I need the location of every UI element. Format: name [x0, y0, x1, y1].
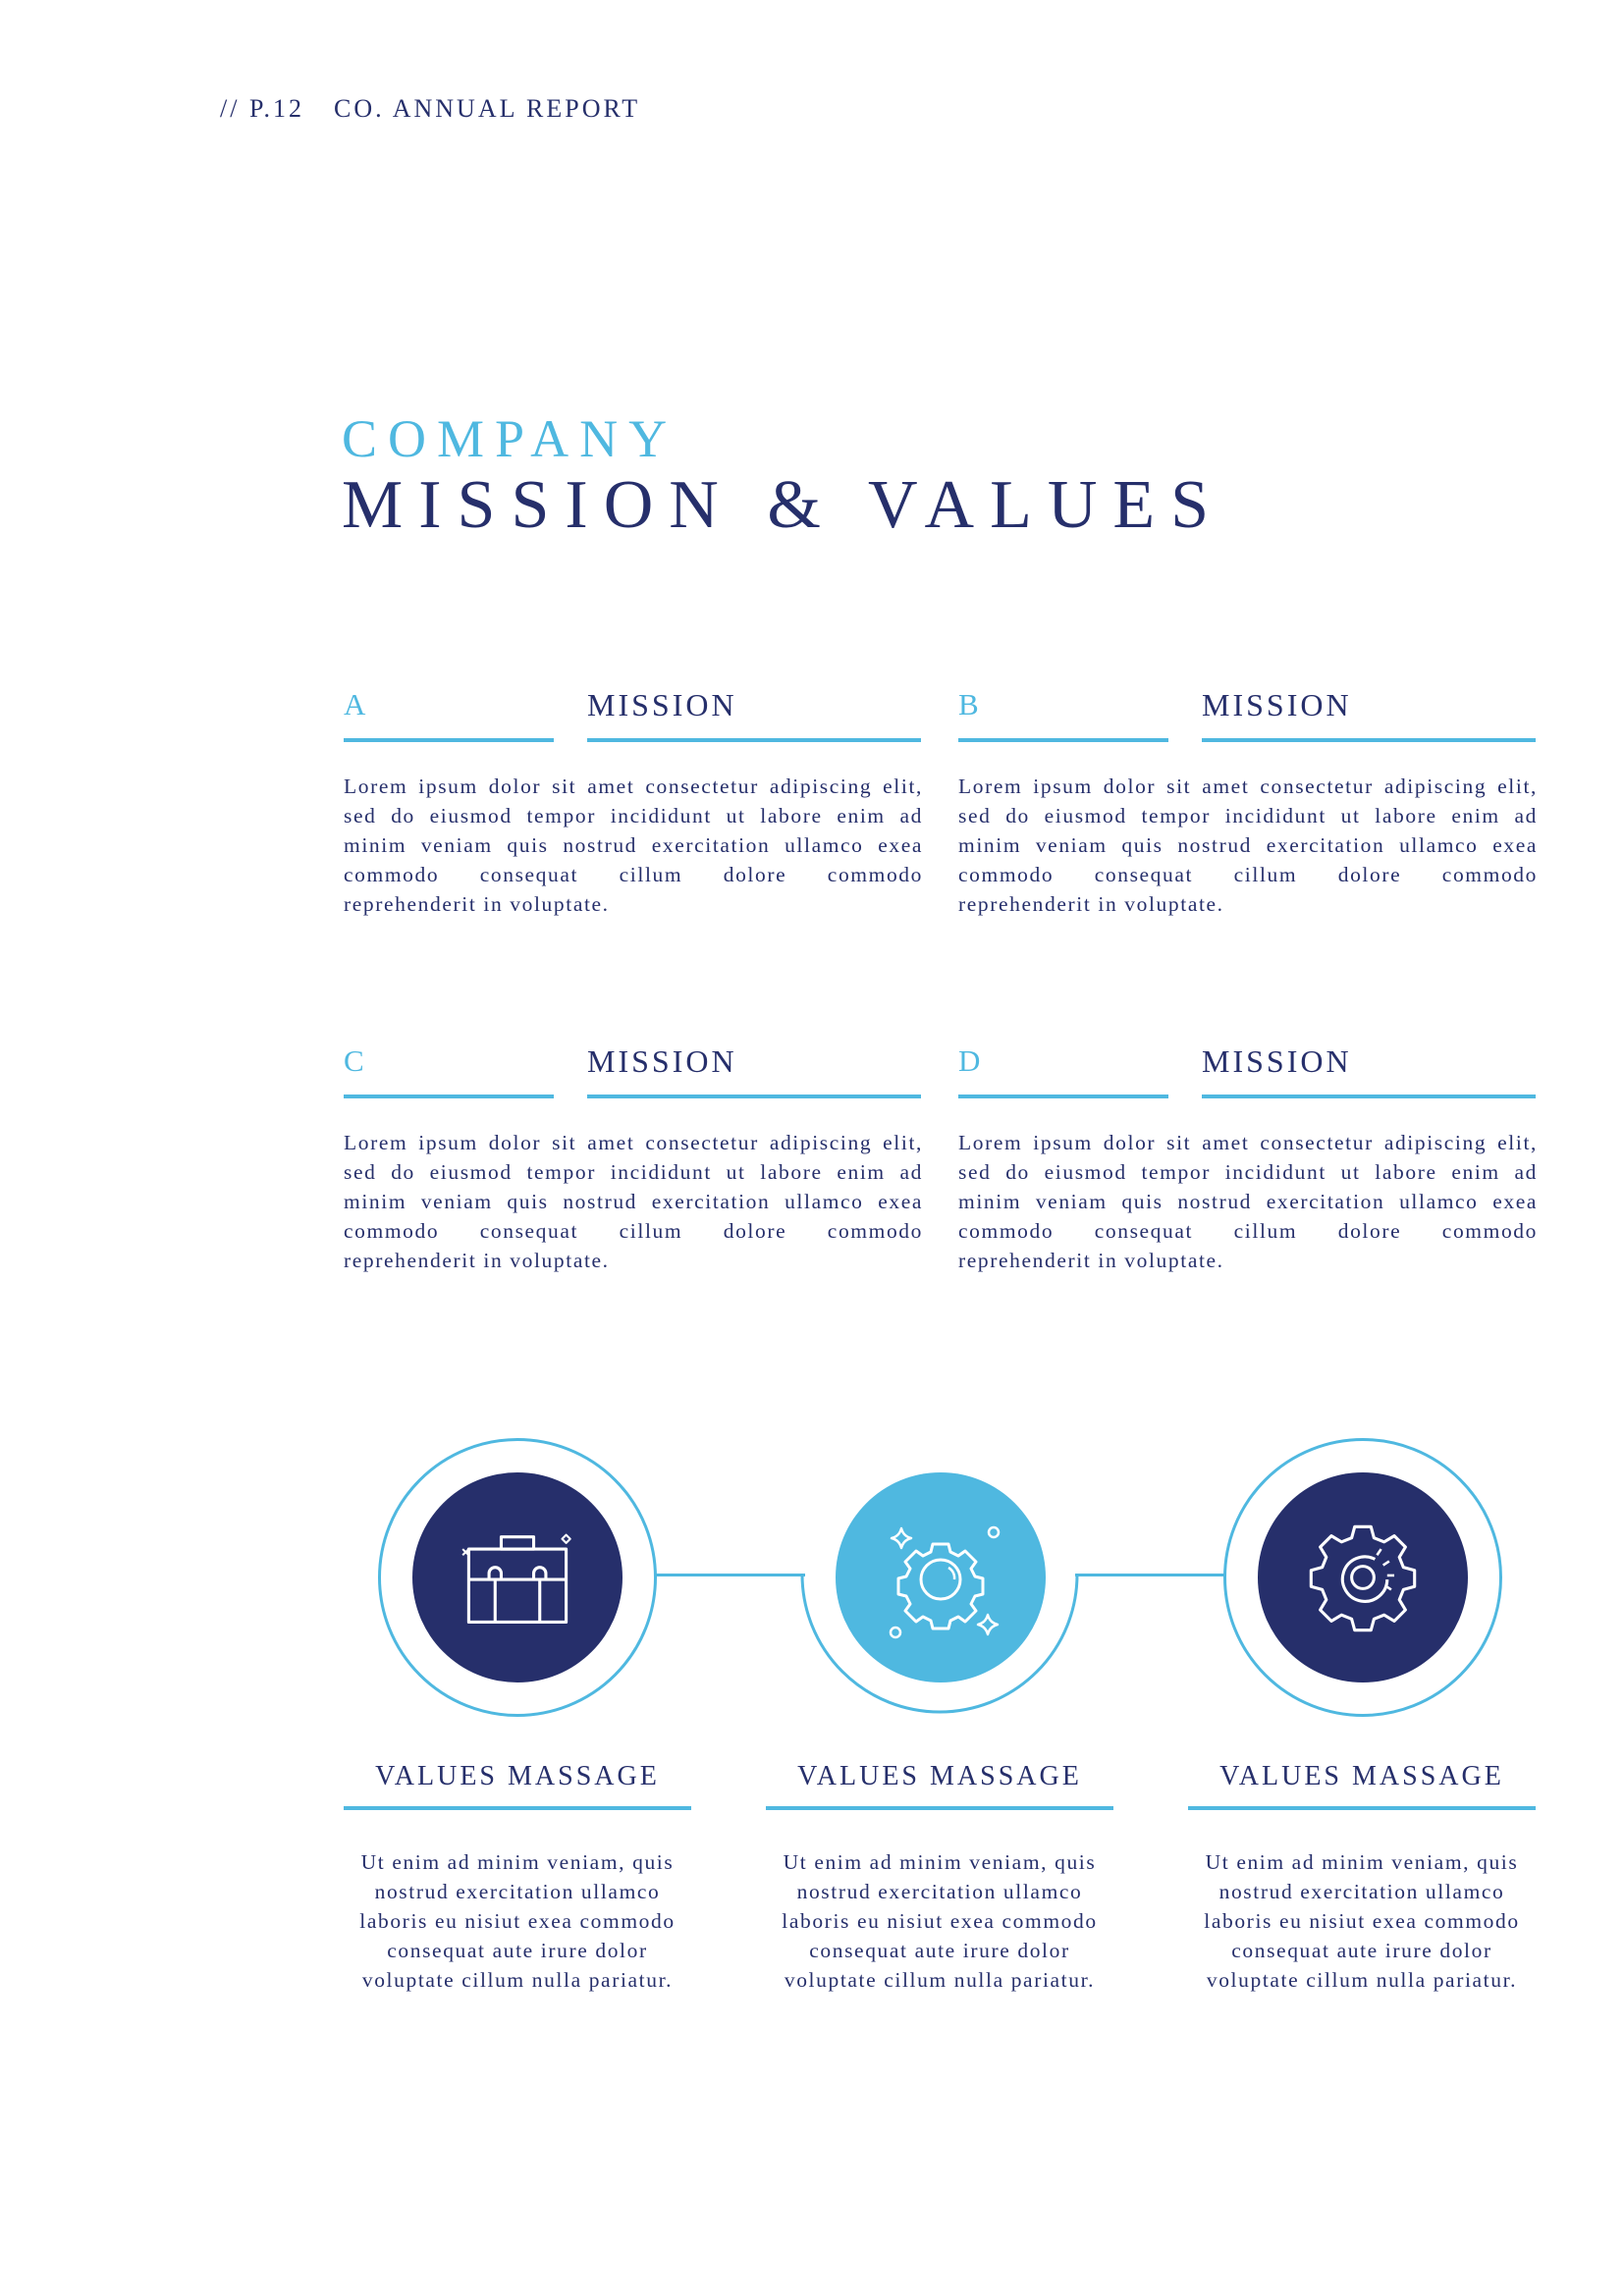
page-number: // P.12 — [220, 94, 305, 123]
mission-text: Lorem ipsum dolor sit amet consectetur adipiscing elit, sed do eiusmod tempor incididunt ut labore enim ad minim veniam quis nostrud exercitation ullamco exea commodo consequat cillum dolore commodo reprehenderit in voluptate. — [958, 1131, 1538, 1272]
divider — [1188, 1806, 1536, 1810]
mission-heading: MISSION — [1202, 687, 1352, 722]
connector-line — [654, 1574, 805, 1576]
divider — [958, 1095, 1168, 1098]
mission-text: Lorem ipsum dolor sit amet consectetur adipiscing elit, sed do eiusmod tempor incididunt ut labore enim ad minim veniam quis nostrud exercitation ullamco exea commodo consequat cillum dolore commodo reprehenderit in voluptate. — [344, 774, 923, 916]
mission-letter: B — [958, 687, 979, 721]
page-header — [220, 94, 640, 124]
mission-letter: A — [344, 687, 366, 721]
divider — [344, 738, 554, 742]
icon-disc — [412, 1472, 623, 1682]
value-heading: VALUES MASSAGE — [375, 1761, 660, 1791]
mission-letter: D — [958, 1043, 981, 1078]
connector-line — [1075, 1574, 1226, 1576]
briefcase-icon — [457, 1517, 578, 1638]
divider — [587, 1095, 921, 1098]
value-heading: VALUES MASSAGE — [1219, 1761, 1504, 1791]
gear-icon — [1302, 1517, 1424, 1638]
divider — [958, 738, 1168, 742]
mission-text: Lorem ipsum dolor sit amet consectetur adipiscing elit, sed do eiusmod tempor incididunt ut labore enim ad minim veniam quis nostrud exercitation ullamco exea commodo consequat cillum dolore commodo reprehenderit in voluptate. — [344, 1131, 923, 1272]
report-name: CO. ANNUAL REPORT — [334, 94, 641, 123]
value-heading: VALUES MASSAGE — [797, 1761, 1082, 1791]
divider — [766, 1806, 1113, 1810]
divider — [587, 738, 921, 742]
divider — [1202, 738, 1536, 742]
page-title: MISSION & VALUES — [342, 467, 1225, 543]
value-text: Ut enim ad minim veniam, quis nostrud exercitation ullamco laboris eu nisiut exea commodo consequat aute irure dolor voluptate cillum nulla pariatur. — [359, 1850, 676, 1992]
mission-text: Lorem ipsum dolor sit amet consectetur adipiscing elit, sed do eiusmod tempor incididunt ut labore enim ad minim veniam quis nostrud exercitation ullamco exea commodo consequat cillum dolore commodo reprehenderit in voluptate. — [958, 774, 1538, 916]
icon-disc — [1258, 1472, 1468, 1682]
icon-disc — [836, 1472, 1046, 1682]
mission-letter: C — [344, 1043, 364, 1078]
page-subtitle: COMPANY — [342, 409, 678, 468]
sparkling-gear-icon — [862, 1499, 1019, 1656]
divider — [1202, 1095, 1536, 1098]
mission-heading: MISSION — [587, 1043, 737, 1079]
divider — [344, 1095, 554, 1098]
value-text: Ut enim ad minim veniam, quis nostrud exercitation ullamco laboris eu nisiut exea commodo consequat aute irure dolor voluptate cillum nulla pariatur. — [782, 1850, 1098, 1992]
mission-heading: MISSION — [587, 687, 737, 722]
divider — [344, 1806, 691, 1810]
mission-heading: MISSION — [1202, 1043, 1352, 1079]
value-text: Ut enim ad minim veniam, quis nostrud exercitation ullamco laboris eu nisiut exea commodo consequat aute irure dolor voluptate cillum nulla pariatur. — [1204, 1850, 1520, 1992]
